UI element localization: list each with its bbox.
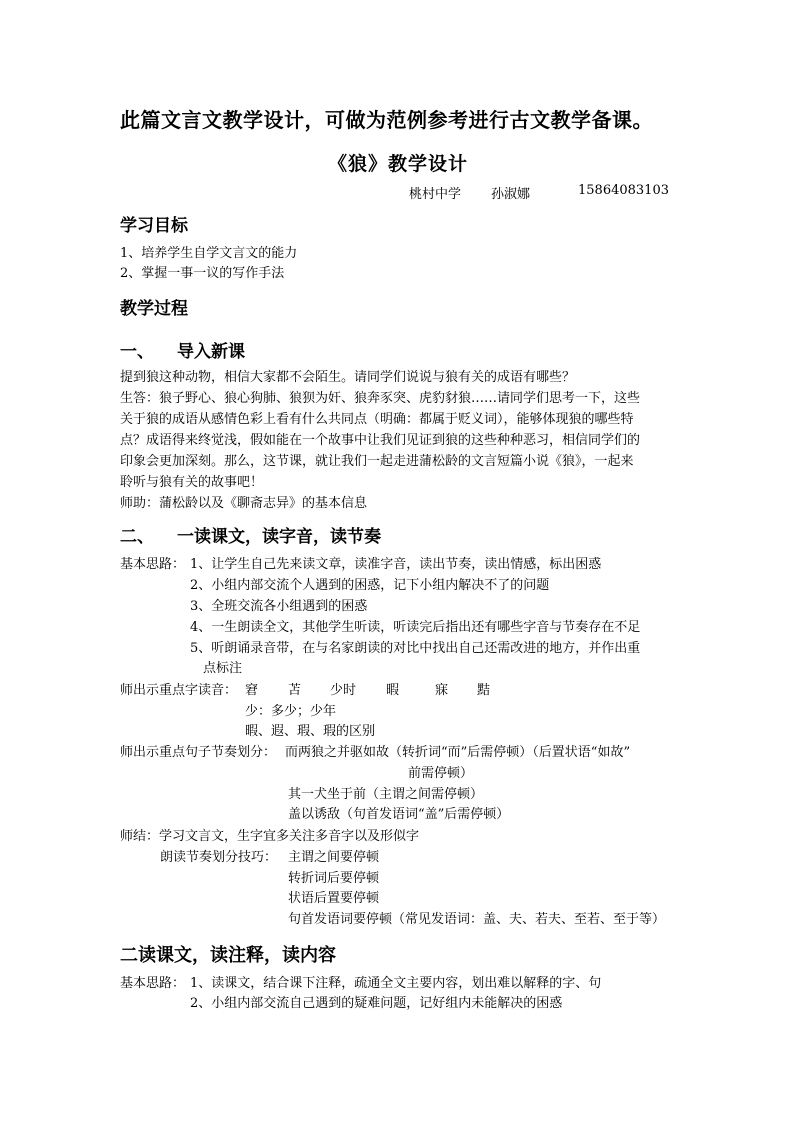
pron-note: 少：多少；少年 bbox=[245, 704, 337, 719]
section2-number: 二、 bbox=[120, 527, 154, 547]
tip-item: 句首发语词要停顿（常见发语词：盖、夫、若夫、至若、至于等） bbox=[288, 912, 666, 927]
author-school: 桃村中学 bbox=[409, 187, 462, 202]
rhythm-label: 师出示重点句子节奏划分： bbox=[120, 745, 277, 760]
pron-word: 暇 bbox=[386, 683, 400, 698]
tips-label: 朗读节奏划分技巧： bbox=[160, 850, 278, 865]
basic-approach-label: 基本思路： bbox=[120, 557, 186, 572]
author-phone: 15864083103 bbox=[578, 183, 669, 198]
rhythm-line-continuation: 前需停顿） bbox=[408, 766, 474, 781]
pron-word: 少时 bbox=[330, 683, 357, 698]
section2-title: 一读课文，读字音，读节奏 bbox=[177, 527, 381, 547]
teacher-summary: 师结：学习文言文，生字宜多关注多音字以及形似字 bbox=[120, 829, 420, 844]
goals-heading: 学习目标 bbox=[120, 216, 188, 236]
goal-item: 2、掌握一事一议的写作手法 bbox=[120, 266, 285, 281]
section1-number: 一、 bbox=[120, 342, 154, 362]
process-heading: 教学过程 bbox=[120, 299, 188, 319]
pron-word: 苫 bbox=[288, 683, 302, 698]
pron-word: 寐 bbox=[435, 683, 449, 698]
section1-title: 导入新课 bbox=[177, 342, 245, 362]
paragraph-line: 生答：狼子野心、狼心狗肺、狼狈为奸、狼奔豕突、虎豹豺狼……请同学们思考一下，这些 bbox=[120, 391, 641, 406]
pron-word: 窘 bbox=[245, 683, 259, 698]
section3-title: 二读课文，读注释，读内容 bbox=[120, 945, 336, 966]
goal-item: 1、培养学生自学文言文的能力 bbox=[120, 246, 298, 261]
paragraph-line: 聆听与狼有关的故事吧！ bbox=[120, 475, 264, 490]
step-item: 5、听朗诵录音带，在与名家朗读的对比中找出自己还需改进的地方，并作出重 bbox=[190, 641, 641, 656]
tip-item: 状语后置要停顿 bbox=[288, 891, 380, 906]
step-item: 1、读课文，结合课下注释，疏通全文主要内容，划出难以解释的字、句 bbox=[190, 976, 602, 991]
paragraph-line: 师助：蒲松龄以及《聊斋志异》的基本信息 bbox=[120, 496, 368, 511]
pron-note: 暇、遐、瑕、瑕的区别 bbox=[245, 724, 376, 739]
step-item: 2、小组内部交流个人遇到的困惑，记下小组内解决不了的问题 bbox=[190, 578, 550, 593]
pron-word: 黠 bbox=[477, 683, 491, 698]
rhythm-line: 其一犬坐于前（主谓之间需停顿） bbox=[288, 787, 484, 802]
basic-approach-label: 基本思路： bbox=[120, 976, 186, 991]
rhythm-line: 盖以诱敌（句首发语词“盖”后需停顿） bbox=[288, 807, 510, 822]
step-item: 3、全班交流各小组遇到的困惑 bbox=[190, 599, 368, 614]
tip-item: 转折词后要停顿 bbox=[288, 871, 380, 886]
paragraph-line: 点？成语得来终觉浅，假如能在一个故事中让我们见证到狼的这些种种恶习，相信同学们的 bbox=[120, 433, 641, 448]
tip-item: 主谓之间要停顿 bbox=[288, 850, 380, 865]
paragraph-line: 关于狼的成语从感情色彩上看有什么共同点（明确：都属于贬义词），能够体现狼的哪些特 bbox=[120, 412, 634, 427]
step-item-continuation: 点标注 bbox=[203, 661, 243, 676]
banner-text: 此篇文言文教学设计，可做为范例参考进行古文教学备课。 bbox=[120, 108, 653, 132]
author-name: 孙淑娜 bbox=[491, 187, 531, 202]
paragraph-line: 提到狼这种动物，相信大家都不会陌生。请同学们说说与狼有关的成语有哪些？ bbox=[120, 370, 576, 385]
rhythm-line: 而两狼之并驱如故（转折词“而”后需停顿）（后置状语“如故” bbox=[285, 745, 631, 760]
page-title: 《狼》教学设计 bbox=[328, 153, 469, 175]
section1-body bbox=[120, 367, 680, 514]
paragraph-line: 印象会更加深刻。那么，这节课，就让我们一起走进蒲松龄的文言短篇小说《狼》，一起来 bbox=[120, 454, 634, 469]
step-item: 2、小组内部交流自己遇到的疑难问题，记好组内未能解决的困惑 bbox=[190, 996, 563, 1011]
step-item: 4、一生朗读全文，其他学生听读，听读完后指出还有哪些字音与节奏存在不足 bbox=[190, 620, 641, 635]
step-item: 1、让学生自己先来读文章，读准字音，读出节奏，读出情感，标出困惑 bbox=[190, 557, 602, 572]
pronunciation-label: 师出示重点字读音： bbox=[120, 683, 238, 698]
